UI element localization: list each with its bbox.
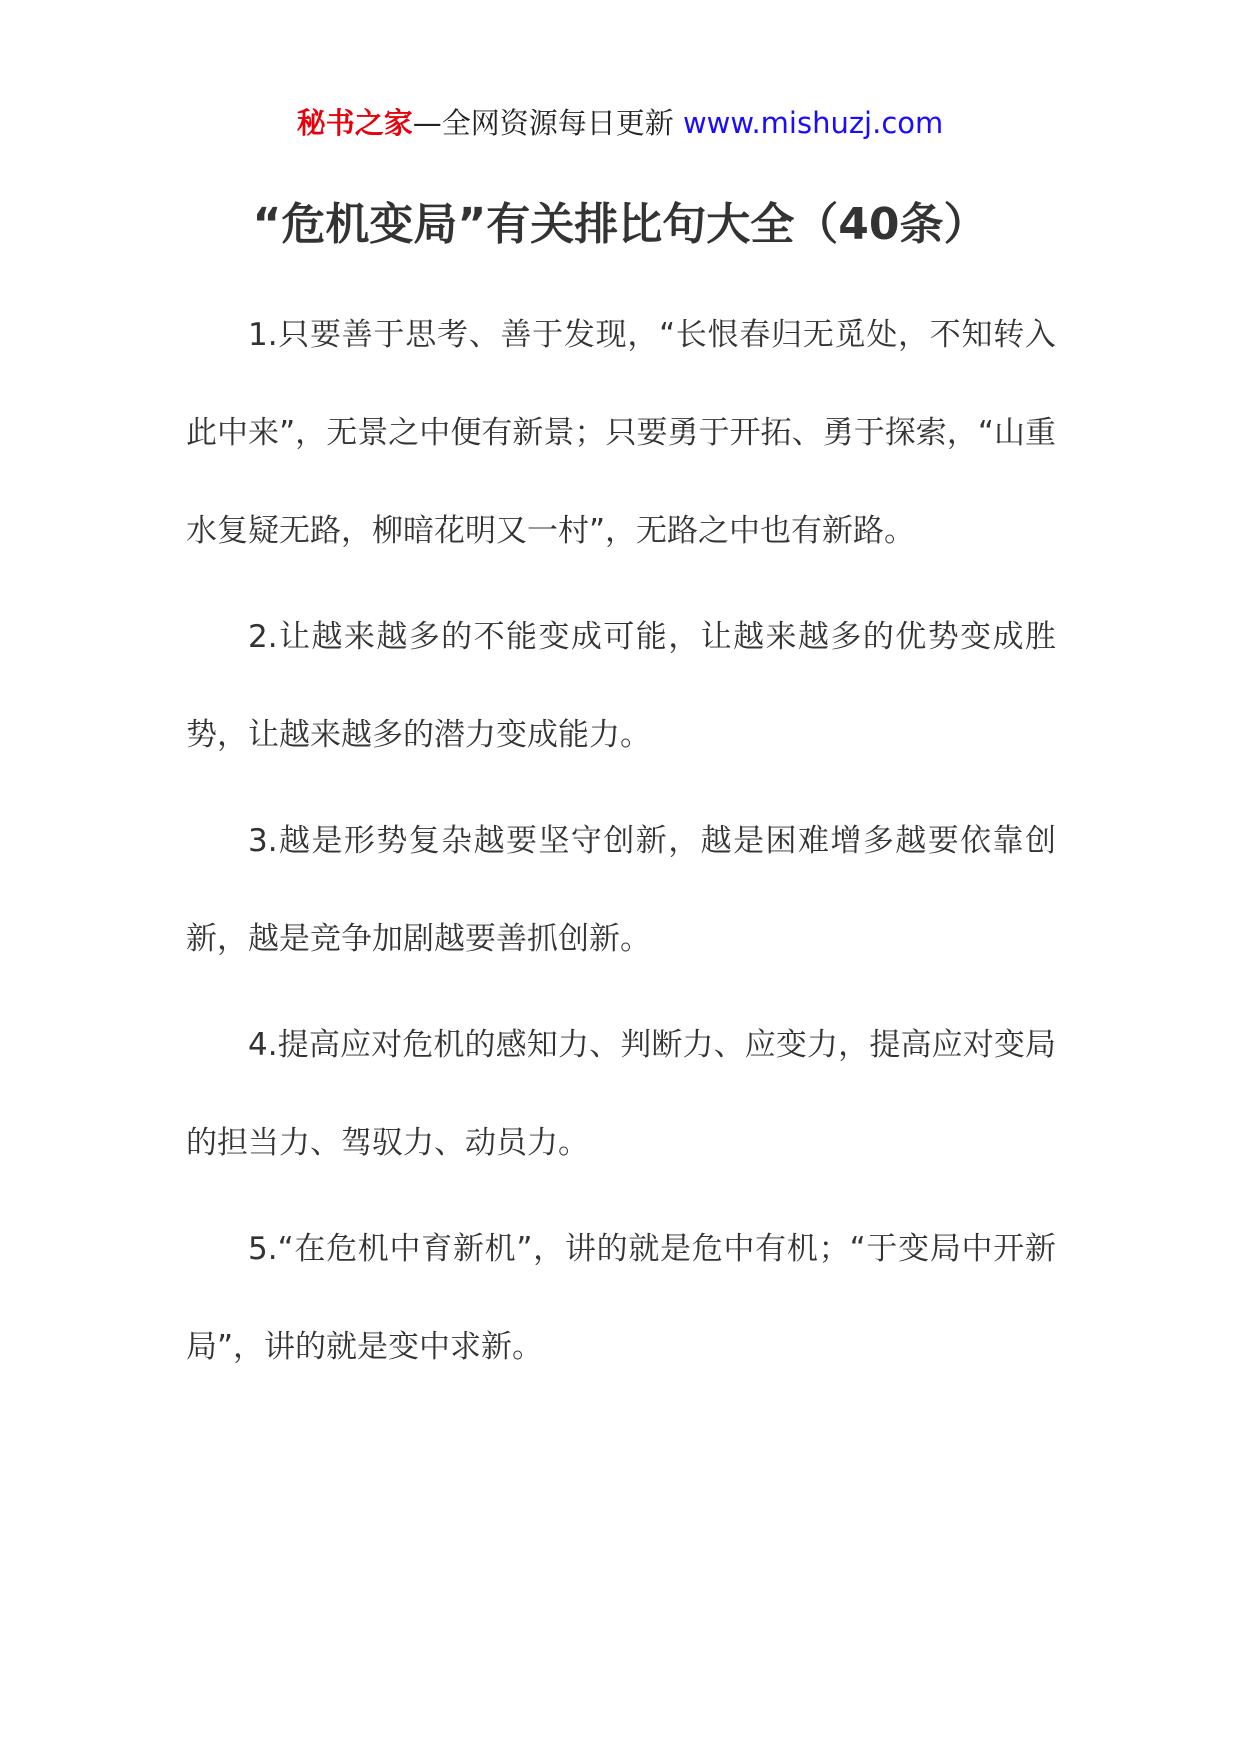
paragraph-4: 4.提高应对危机的感知力、判断力、应变力，提高应对变局的担当力、驾驭力、动员力。 (186, 1027, 1056, 1161)
site-header (0, 98, 1240, 148)
paragraph-3: 3.越是形势复杂越要坚守创新，越是困难增多越要依靠创新，越是竞争加剧越要善抓创新。 (186, 823, 1056, 957)
document-title: “危机变局”有关排比句大全（40条） (252, 199, 988, 250)
header-tagline: —全网资源每日更新 (412, 106, 683, 140)
paragraph-1: 1.只要善于思考、善于发现，“长恨春归无觅处，不知转入此中来”，无景之中便有新景；只要勇于开拓、勇于探索，“山重水复疑无路，柳暗花明又一村”，无路之中也有新路。 (186, 317, 1056, 549)
paragraph-2: 2.让越来越多的不能变成可能，让越来越多的优势变成胜势，让越来越多的潜力变成能力。 (186, 619, 1056, 753)
paragraph-5: 5.“在危机中育新机”，讲的就是危中有机；“于变局中开新局”，讲的就是变中求新。 (186, 1231, 1056, 1365)
site-url-link[interactable]: www.mishuzj.com (682, 106, 944, 140)
brand-name: 秘书之家 (296, 106, 413, 140)
document-body (186, 286, 1056, 1404)
